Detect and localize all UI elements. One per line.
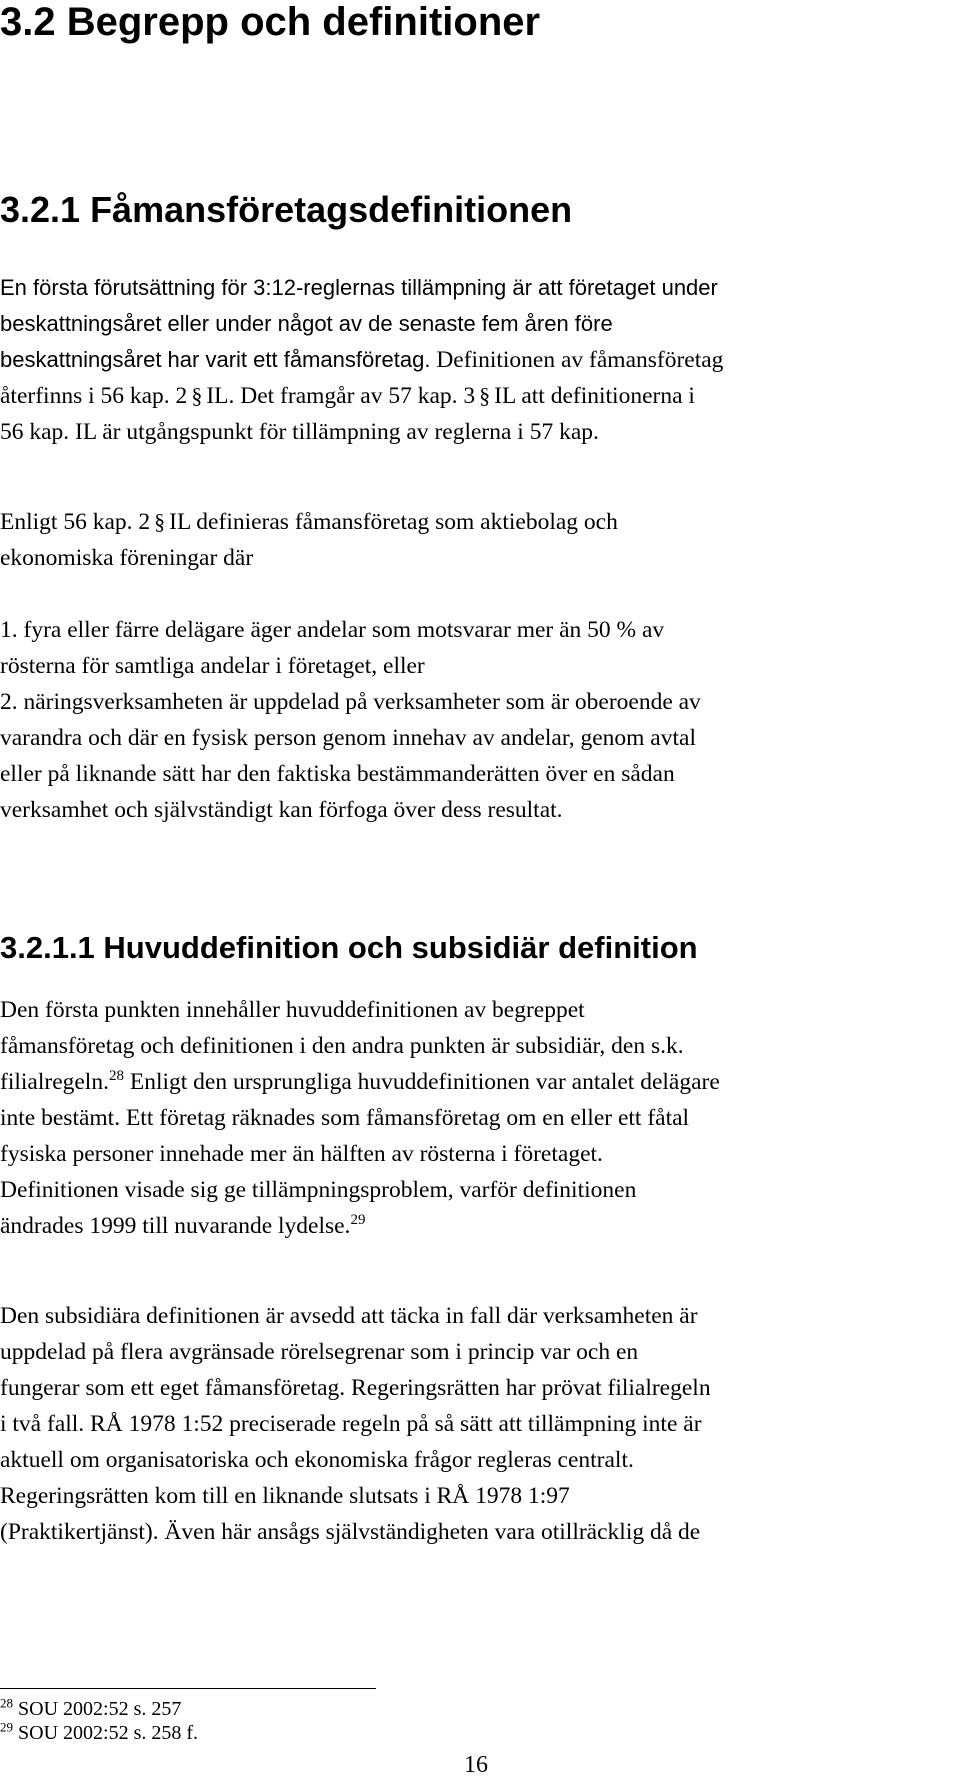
page-number: 16 <box>464 1752 488 1778</box>
paragraph-line: inte bestämt. Ett företag räknades som fåmansföretag om en eller ett fåtal <box>0 1105 690 1131</box>
list-item: eller på liknande sätt har den faktiska bestämmanderätten över en sådan <box>0 761 675 787</box>
paragraph-text: IL. Det framgår av 57 kap. 3 <box>206 383 476 409</box>
paragraph-text: ändrades 1999 till nuvarande lydelse. <box>0 1213 351 1239</box>
paragraph-text: IL definieras fåmansföretag som aktiebolag och <box>169 509 618 535</box>
footnote-ref[interactable]: 28 <box>108 1068 124 1085</box>
paragraph-line: fåmansföretag och definitionen i den andra punkten är subsidiär, den s.k. <box>0 1033 684 1059</box>
footnote-number: 28 <box>0 1695 13 1711</box>
paragraph-intro <box>0 270 960 450</box>
footnote-number: 29 <box>0 1719 13 1735</box>
paragraph-line: (Praktikertjänst). Även här ansågs självständigheten vara otillräcklig då de <box>0 1519 701 1545</box>
paragraph-line <box>0 504 960 540</box>
paragraph-line: 56 kap. IL är utgångspunkt för tillämpning av reglerna i 57 kap. <box>0 419 599 445</box>
paragraph-line: En första förutsättning för 3:12-reglernas tillämpning är att företaget under <box>0 275 718 300</box>
paragraph-text: återfinns i 56 kap. 2 <box>0 383 188 409</box>
section-sign: § <box>191 383 203 408</box>
list-item: varandra och där en fysisk person genom innehav av andelar, genom avtal <box>0 725 696 751</box>
paragraph-line <box>0 1208 960 1244</box>
paragraph-line: Definitionen visade sig ge tillämpningsproblem, varför definitionen <box>0 1177 637 1203</box>
paragraph-definition <box>0 504 960 576</box>
paragraph-line: Den första punkten innehåller huvuddefinitionen av begreppet <box>0 997 585 1023</box>
definition-list <box>0 612 960 828</box>
paragraph-line: ekonomiska föreningar där <box>0 545 254 571</box>
heading-section-3-2: 3.2 Begrepp och definitioner <box>0 0 541 44</box>
paragraph-line: fysiska personer innehade mer än hälften av rösterna i företaget. <box>0 1141 603 1167</box>
paragraph-text: Enligt den ursprungliga huvuddefinitionen var antalet delägare <box>123 1069 720 1095</box>
footnote-text: SOU 2002:52 s. 257 <box>18 1698 182 1720</box>
paragraph-line: fungerar som ett eget fåmansföretag. Regeringsrätten har prövat filialregeln <box>0 1375 711 1401</box>
list-item: 2. näringsverksamheten är uppdelad på verksamheter som är oberoende av <box>0 689 701 715</box>
paragraph-text: IL att definitionerna i <box>494 383 695 409</box>
section-sign: § <box>479 383 491 408</box>
heading-section-3-2-1-1: 3.2.1.1 Huvuddefinition och subsidiär definition <box>0 930 698 965</box>
footnote-29 <box>0 1719 199 1744</box>
paragraph-line <box>0 378 960 414</box>
paragraph-subsidiary-definition <box>0 1298 960 1550</box>
list-item: verksamhet och självständigt kan förfoga över dess resultat. <box>0 797 563 823</box>
paragraph-line: i två fall. RÅ 1978 1:52 preciserade regeln på så sätt att tillämpning inte är <box>0 1411 702 1437</box>
paragraph-text: Definitionen av fåmansföretag <box>430 347 724 373</box>
footnote-text: SOU 2002:52 s. 258 f. <box>18 1722 199 1744</box>
paragraph-line: aktuell om organisatoriska och ekonomiska frågor regleras centralt. <box>0 1447 634 1473</box>
list-item: 1. fyra eller färre delägare äger andelar som motsvarar mer än 50 % av <box>0 617 665 643</box>
footnote-ref[interactable]: 29 <box>350 1212 366 1229</box>
paragraph-line: uppdelad på flera avgränsade rörelsegrenar som i princip var och en <box>0 1339 639 1365</box>
section-sign: § <box>154 509 166 534</box>
paragraph-text: Enligt 56 kap. 2 <box>0 509 151 535</box>
list-item: rösterna för samtliga andelar i företaget, eller <box>0 653 425 679</box>
paragraph-line: Den subsidiära definitionen är avsedd att täcka in fall där verksamheten är <box>0 1303 698 1329</box>
paragraph-line <box>0 342 960 378</box>
paragraph-line: Regeringsrätten kom till en liknande slutsats i RÅ 1978 1:97 <box>0 1483 570 1509</box>
heading-section-3-2-1: 3.2.1 Fåmansföretagsdefinitionen <box>0 189 573 230</box>
paragraph-line: beskattningsåret eller under något av de senaste fem åren före <box>0 311 613 336</box>
footnote-28 <box>0 1695 182 1720</box>
paragraph-text: beskattningsåret har varit ett fåmansföretag. <box>0 347 431 372</box>
paragraph-main-definition <box>0 992 960 1244</box>
paragraph-line <box>0 1064 960 1100</box>
paragraph-text: filialregeln. <box>0 1069 109 1095</box>
footnote-divider <box>0 1688 376 1689</box>
